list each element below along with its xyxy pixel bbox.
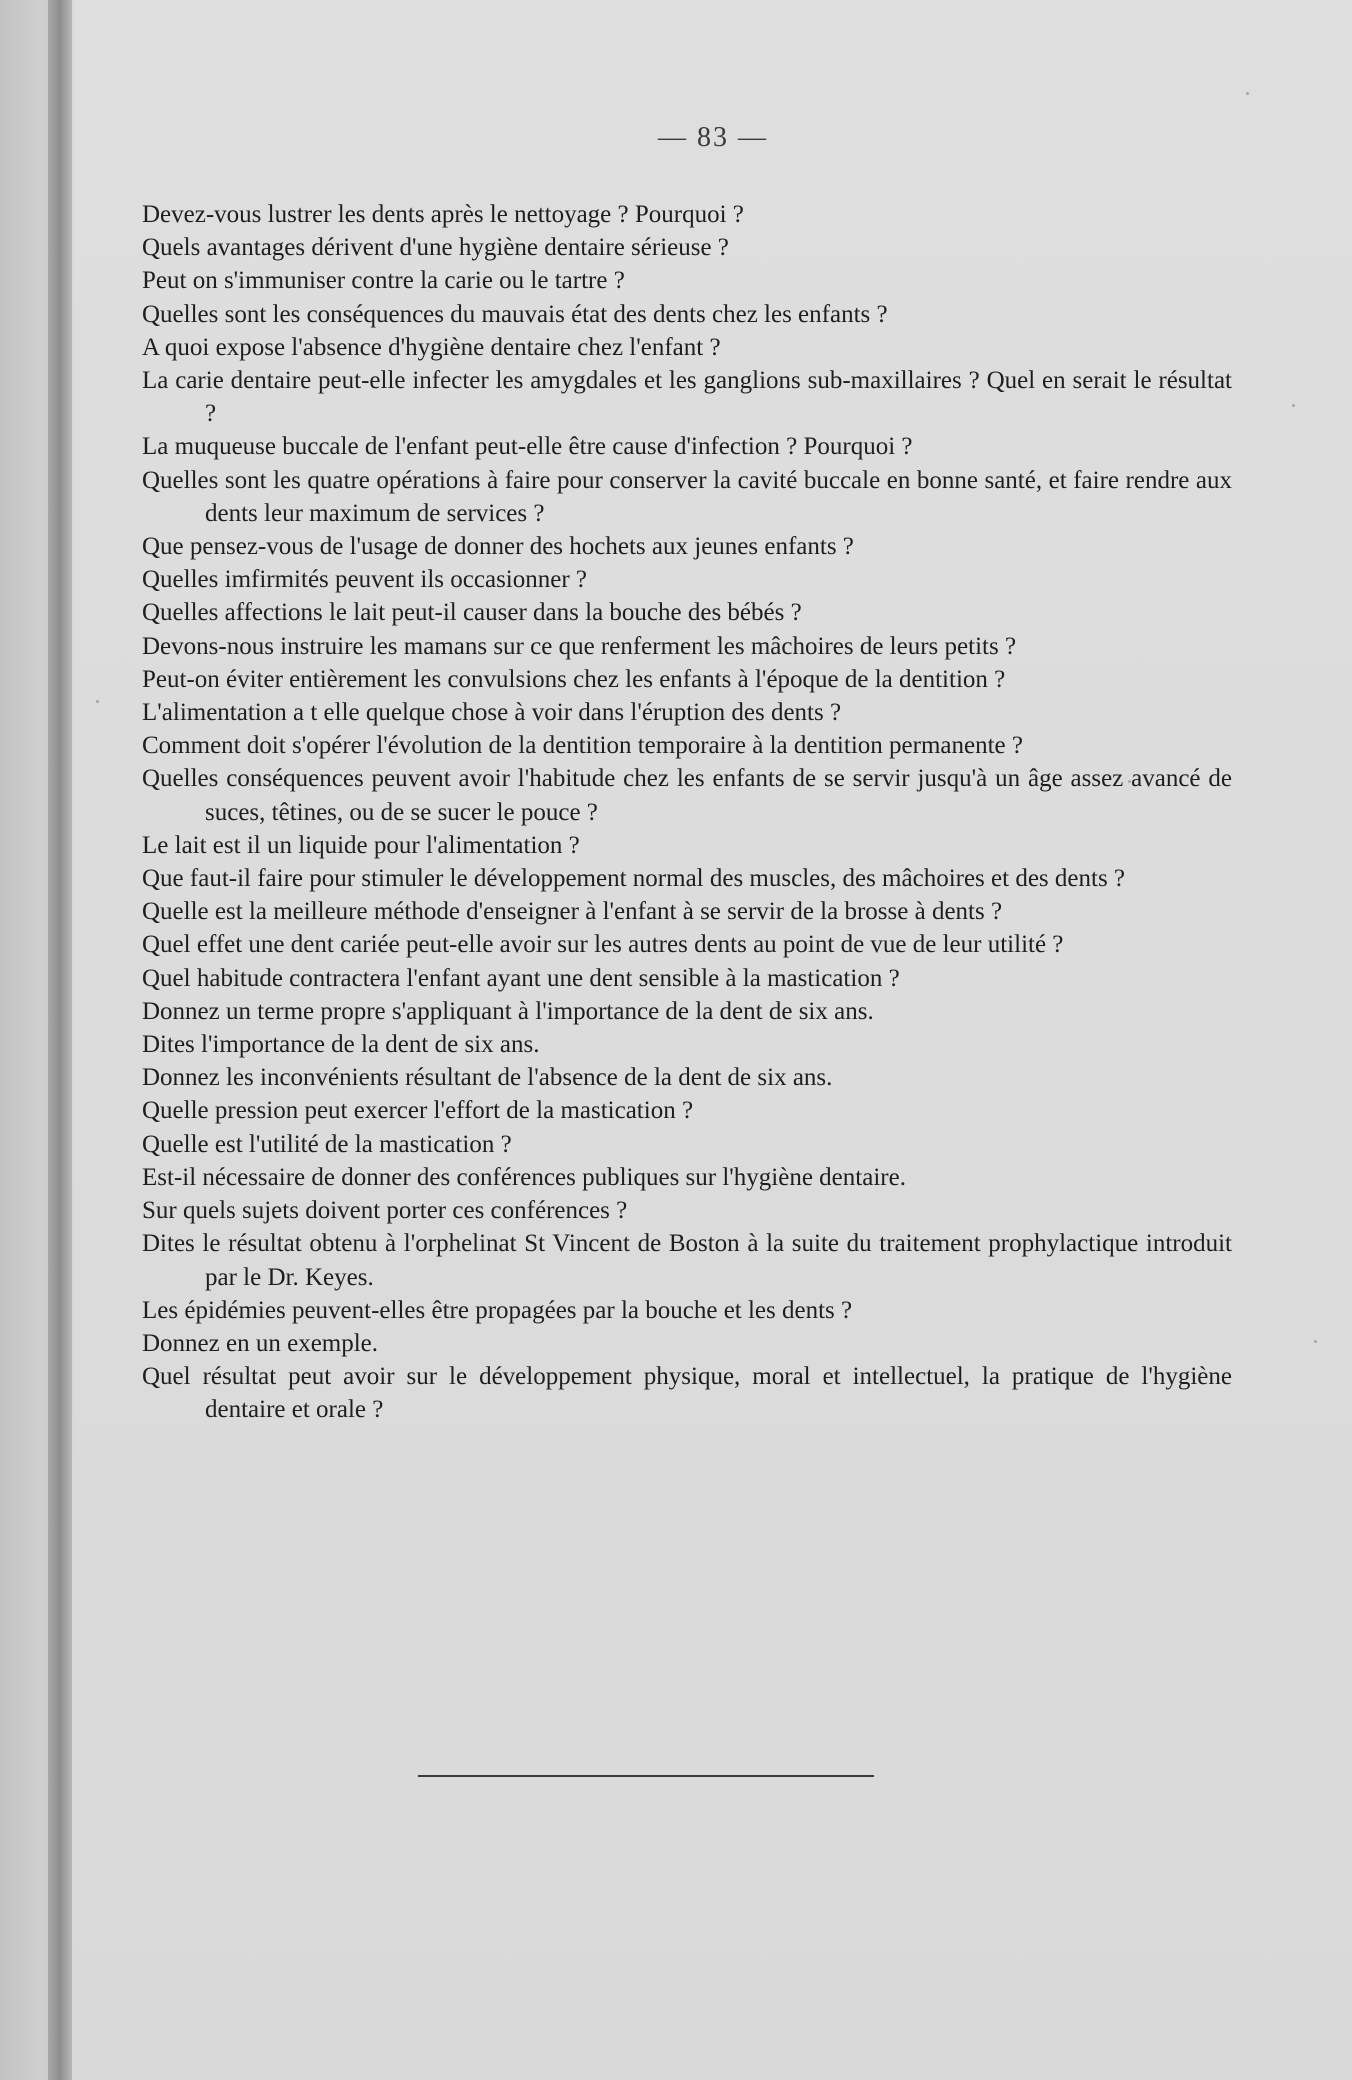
question-item: Que faut-il faire pour stimuler le développement normal des muscles, des mâchoires et des dents ? xyxy=(142,865,1126,893)
question-item: Dites l'importance de la dent de six ans. xyxy=(142,1031,540,1059)
question-item: Quelle pression peut exercer l'effort de la mastication ? xyxy=(142,1097,694,1125)
question-item: Quelles sont les quatre opérations à faire pour conserver la cavité buccale en bonne santé, et faire rendre aux dents leur maximum de services ? xyxy=(142,466,1232,527)
question-item: Quels avantages dérivent d'une hygiène dentaire sérieuse ? xyxy=(142,234,729,262)
question-item: Donnez un terme propre s'appliquant à l'importance de la dent de six ans. xyxy=(142,997,874,1025)
question-item: Quelle est la meilleure méthode d'enseigner à l'enfant à se servir de la brosse à dents ? xyxy=(142,898,1003,926)
question-item: Quelles affections le lait peut-il causer dans la bouche des bébés ? xyxy=(142,599,802,627)
question-item: L'alimentation a t elle quelque chose à voir dans l'éruption des dents ? xyxy=(142,699,842,727)
question-item: Peut-on éviter entièrement les convulsions chez les enfants à l'époque de la dentition ? xyxy=(142,665,1006,693)
question-item: Donnez en un exemple. xyxy=(142,1329,379,1357)
question-item: La muqueuse buccale de l'enfant peut-elle être cause d'infection ? Pourquoi ? xyxy=(142,433,913,461)
book-page xyxy=(74,0,1352,2080)
question-item: Dites le résultat obtenu à l'orphelinat St Vincent de Boston à la suite du traitement prophylactique introduit par le Dr. Keyes. xyxy=(142,1230,1232,1291)
end-rule xyxy=(418,1775,874,1777)
question-item: Peut on s'immuniser contre la carie ou le tartre ? xyxy=(142,267,625,295)
question-item: Quel habitude contractera l'enfant ayant une dent sensible à la mastication ? xyxy=(142,964,900,992)
end-rule-wrap xyxy=(74,0,1352,2080)
question-item: Quelles imfirmités peuvent ils occasionner ? xyxy=(142,566,588,594)
question-item: Est-il nécessaire de donner des conférences publiques sur l'hygiène dentaire. xyxy=(142,1163,906,1191)
question-item: Quelle est l'utilité de la mastication ? xyxy=(142,1130,512,1158)
question-item: A quoi expose l'absence d'hygiène dentaire chez l'enfant ? xyxy=(142,333,721,361)
question-item: Sur quels sujets doivent porter ces conférences ? xyxy=(142,1197,628,1225)
page-number: — 83 — xyxy=(658,122,768,153)
question-item: Devez-vous lustrer les dents après le nettoyage ? Pourquoi ? xyxy=(142,201,744,228)
question-item: La carie dentaire peut-elle infecter les amygdales et les ganglions sub-maxillaires ? Quel en serait le résultat ? xyxy=(142,367,1232,428)
question-item: Quel résultat peut avoir sur le développement physique, moral et intellectuel, la pratique de l'hygiène dentaire et orale ? xyxy=(142,1363,1232,1424)
question-item: Les épidémies peuvent-elles être propagées par la bouche et les dents ? xyxy=(142,1296,853,1324)
question-item: Que pensez-vous de l'usage de donner des hochets aux jeunes enfants ? xyxy=(142,533,854,561)
book-gutter xyxy=(48,0,72,2080)
question-item: Quelles sont les conséquences du mauvais état des dents chez les enfants ? xyxy=(142,300,888,328)
question-item: Devons-nous instruire les mamans sur ce que renferment les mâchoires de leurs petits ? xyxy=(142,632,1017,660)
question-item: Comment doit s'opérer l'évolution de la dentition temporaire à la dentition permanente ? xyxy=(142,732,1023,760)
question-item: Quel effet une dent cariée peut-elle avoir sur les autres dents au point de vue de leur utilité ? xyxy=(142,931,1064,959)
question-item: Donnez les inconvénients résultant de l'absence de la dent de six ans. xyxy=(142,1064,833,1092)
question-item: Le lait est il un liquide pour l'alimentation ? xyxy=(142,831,580,859)
question-item: Quelles conséquences peuvent avoir l'habitude chez les enfants de se servir jusqu'à un âge assez avancé de suces, têtines, ou de se sucer le pouce ? xyxy=(142,765,1232,826)
